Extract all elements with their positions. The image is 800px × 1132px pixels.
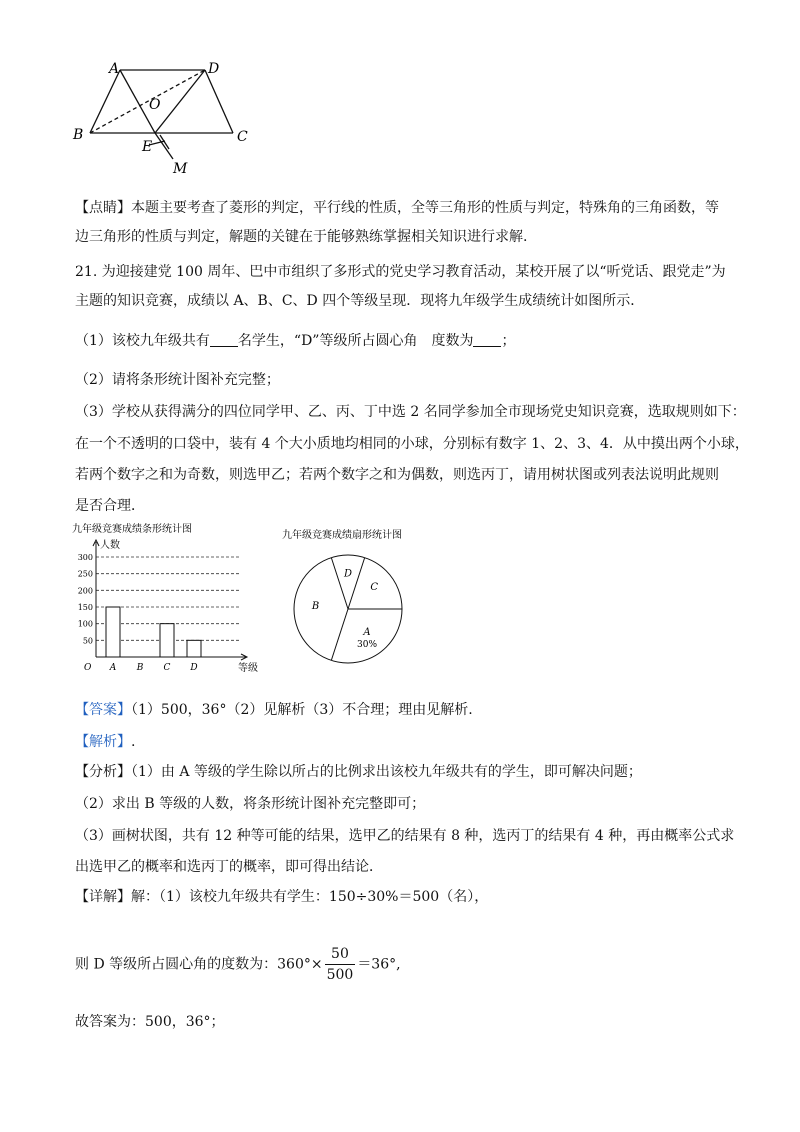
y-tick-300: 300 bbox=[77, 553, 93, 562]
analysis-tag: 【分析】 bbox=[75, 764, 131, 780]
answer-tag: 【答案】 bbox=[75, 702, 131, 718]
detail-line3: 故答案为：500，36°； bbox=[75, 1014, 225, 1030]
fraction-denominator: 500 bbox=[326, 967, 354, 983]
label-a: A bbox=[109, 61, 120, 77]
pie-label-C: C bbox=[370, 581, 379, 593]
analysis-line2: （2）求出 B 等级的人数，将条形统计图补充完整即可； bbox=[75, 796, 426, 812]
detail-line1: 【详解】解：（1）该校九年级共有学生：150÷30%＝500（名）， bbox=[75, 889, 489, 905]
pie-chart-title: 九年级竞赛成绩扇形统计图 bbox=[282, 530, 402, 541]
label-o: O bbox=[149, 97, 161, 113]
label-m: M bbox=[173, 161, 188, 177]
question-1: （1）该校九年级共有 名学生，“D”等级所占圆心角 度数为 ； bbox=[75, 333, 516, 349]
x-axis-label: 等级 bbox=[238, 663, 258, 674]
analysis-line1: 【分析】（1）由 A 等级的学生除以所占的比例求出该校九年级共有的学生，即可解决问题； bbox=[75, 764, 642, 780]
dianjing-line1: 【点睛】本题主要考查了菱形的判定，平行线的性质，全等三角形的性质与判定，特殊角的三角函数，等 bbox=[75, 200, 719, 216]
bar-D bbox=[187, 640, 201, 657]
analysis-line4: 出选甲乙的概率和选丙丁的概率，即可得出结论． bbox=[75, 859, 383, 875]
answer-line: 【答案】（1）500，36°（2）见解析（3）不合理；理由见解析. bbox=[75, 702, 473, 718]
x-tick-B: B bbox=[136, 663, 144, 673]
pie-percent-A: 30% bbox=[357, 640, 378, 651]
question-3-line3: 若两个数字之和为奇数，则选甲乙；若两个数字之和为偶数，则选丙丁，请用树状图或列表法说明此规则 bbox=[75, 467, 719, 483]
bar-C bbox=[160, 624, 174, 657]
pie-chart bbox=[280, 522, 440, 672]
label-e: E bbox=[142, 139, 153, 155]
detail-tag: 【详解】 bbox=[75, 889, 131, 905]
problem-line2: 主题的知识竞赛，成绩以 A、B、C、D 四个等级呈现．现将九年级学生成绩统计如图所示． bbox=[75, 293, 645, 309]
fraction bbox=[325, 944, 356, 985]
bar-A bbox=[106, 607, 120, 657]
problem-line1: 21. 为迎接建党 100 周年、巴中市组织了多形式的党史学习教育活动，某校开展了以“听党话、跟党走”为 bbox=[75, 264, 726, 280]
blank-1 bbox=[210, 332, 238, 347]
y-tick-100: 100 bbox=[77, 619, 93, 629]
fraction-numerator: 50 bbox=[325, 944, 356, 965]
question-3-line4: 是否合理． bbox=[75, 498, 145, 514]
y-tick-200: 200 bbox=[77, 586, 93, 596]
label-b: B bbox=[73, 127, 84, 143]
pie-label-A: A bbox=[363, 627, 371, 639]
dianjing-line2: 边三角形的性质与判定，解题的关键在于能够熟练掌握相关知识进行求解. bbox=[75, 229, 528, 245]
detail-line2: 则 D 等级所占圆心角的度数为：360°× $\frac{50}{500}$ ＝36°, bbox=[75, 946, 401, 983]
y-tick-150: 150 bbox=[77, 603, 93, 612]
rhombus-figure bbox=[65, 55, 265, 185]
bar-chart bbox=[70, 522, 270, 680]
analysis-line3: （3）画树状图，共有 12 种等可能的结果，选甲乙的结果有 8 种，选丙丁的结果有 4 种，再由概率公式求 bbox=[75, 828, 735, 844]
jiexi-line: 【解析】. bbox=[75, 734, 136, 750]
blank-2 bbox=[473, 332, 501, 347]
bar-chart-title: 九年级竞赛成绩条形统计图 bbox=[72, 524, 192, 535]
dianjing-tag: 【点睛】 bbox=[75, 200, 131, 216]
question-2: （2）请将条形统计图补充完整； bbox=[75, 372, 280, 388]
label-d: D bbox=[208, 61, 220, 77]
x-tick-A: A bbox=[109, 663, 117, 673]
x-tick-C: C bbox=[163, 663, 171, 673]
question-3-line1: （3）学校从获得满分的四位同学甲、乙、丙、丁中选 2 名同学参加全市现场党史知识竞赛，选取规则如下： bbox=[75, 404, 746, 420]
y-tick-50: 50 bbox=[82, 636, 93, 646]
label-c: C bbox=[237, 129, 248, 145]
jiexi-tag: 【解析】 bbox=[75, 734, 131, 750]
pie-label-D: D bbox=[343, 568, 353, 580]
y-tick-250: 250 bbox=[77, 569, 93, 579]
y-axis-label: 人数 bbox=[100, 540, 120, 551]
origin-label: O bbox=[84, 663, 92, 673]
pie-label-B: B bbox=[311, 601, 320, 612]
question-3-line2: 在一个不透明的口袋中，装有 4 个大小质地均相同的小球，分别标有数字 1、2、3、4．从中摸出两个小球， bbox=[75, 436, 749, 452]
x-tick-D: D bbox=[190, 663, 198, 673]
